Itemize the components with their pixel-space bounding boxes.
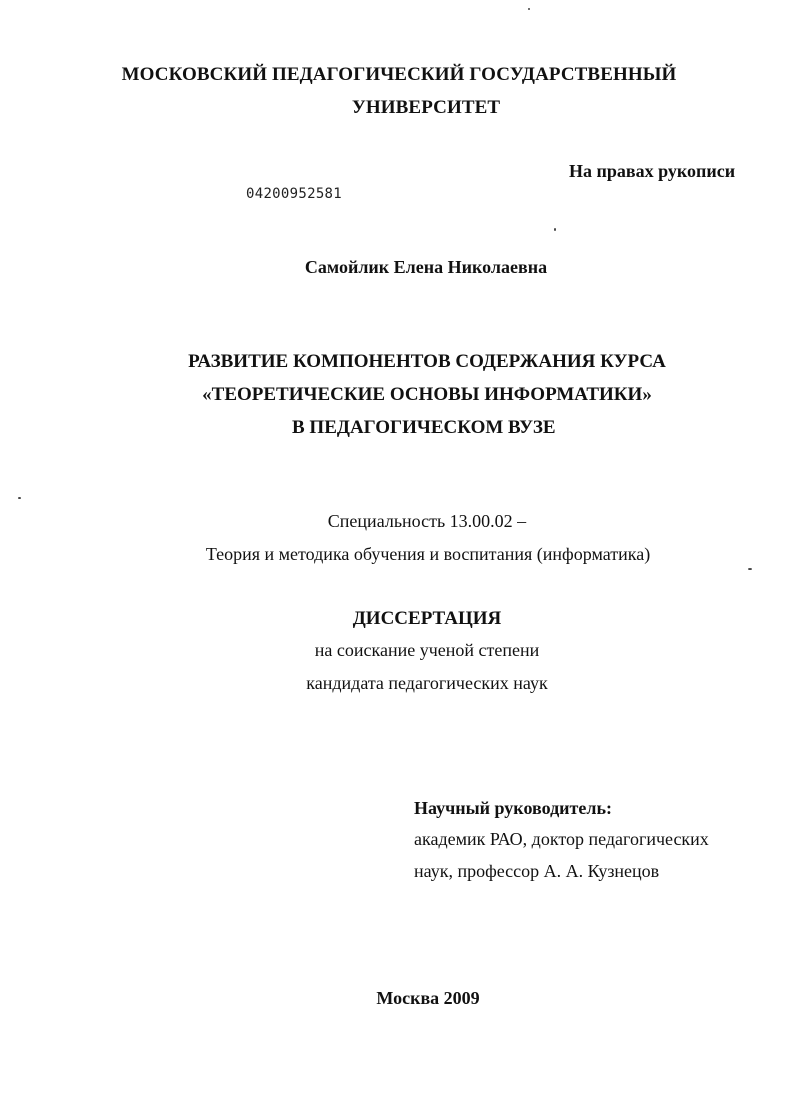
scan-speck — [528, 8, 530, 10]
scan-speck — [748, 568, 752, 570]
university-name-line-2: УНИВЕРСИТЕТ — [351, 97, 501, 118]
scan-speck — [18, 497, 21, 499]
supervisor-line-1: академик РАО, доктор педагогических — [414, 829, 709, 849]
author-name: Самойлик Елена Николаевна — [304, 257, 548, 277]
serial-number: 04200952581 — [246, 186, 343, 202]
university-name-line-1: МОСКОВСКИЙ ПЕДАГОГИЧЕСКИЙ ГОСУДАРСТВЕННЫЙ — [121, 64, 677, 85]
thesis-title-line-3: В ПЕДАГОГИЧЕСКОМ ВУЗЕ — [292, 417, 556, 438]
thesis-title-line-2: «ТЕОРЕТИЧЕСКИЕ ОСНОВЫ ИНФОРМАТИКИ» — [202, 384, 652, 405]
supervisor-heading: Научный руководитель: — [414, 798, 612, 818]
degree-line-2: кандидата педагогических наук — [306, 673, 548, 693]
specialty-code: Специальность 13.00.02 – — [327, 511, 527, 531]
scan-speck — [554, 228, 556, 231]
supervisor-line-2: наук, профессор А. А. Кузнецов — [414, 861, 660, 881]
manuscript-note: На правах рукописи — [569, 161, 736, 181]
degree-line-1: на соискание ученой степени — [314, 640, 540, 660]
city-year: Москва 2009 — [376, 988, 480, 1008]
dissertation-heading: ДИССЕРТАЦИЯ — [352, 608, 502, 629]
thesis-title-line-1: РАЗВИТИЕ КОМПОНЕНТОВ СОДЕРЖАНИЯ КУРСА — [188, 351, 666, 372]
specialty-description: Теория и методика обучения и воспитания (информатика) — [205, 544, 651, 564]
